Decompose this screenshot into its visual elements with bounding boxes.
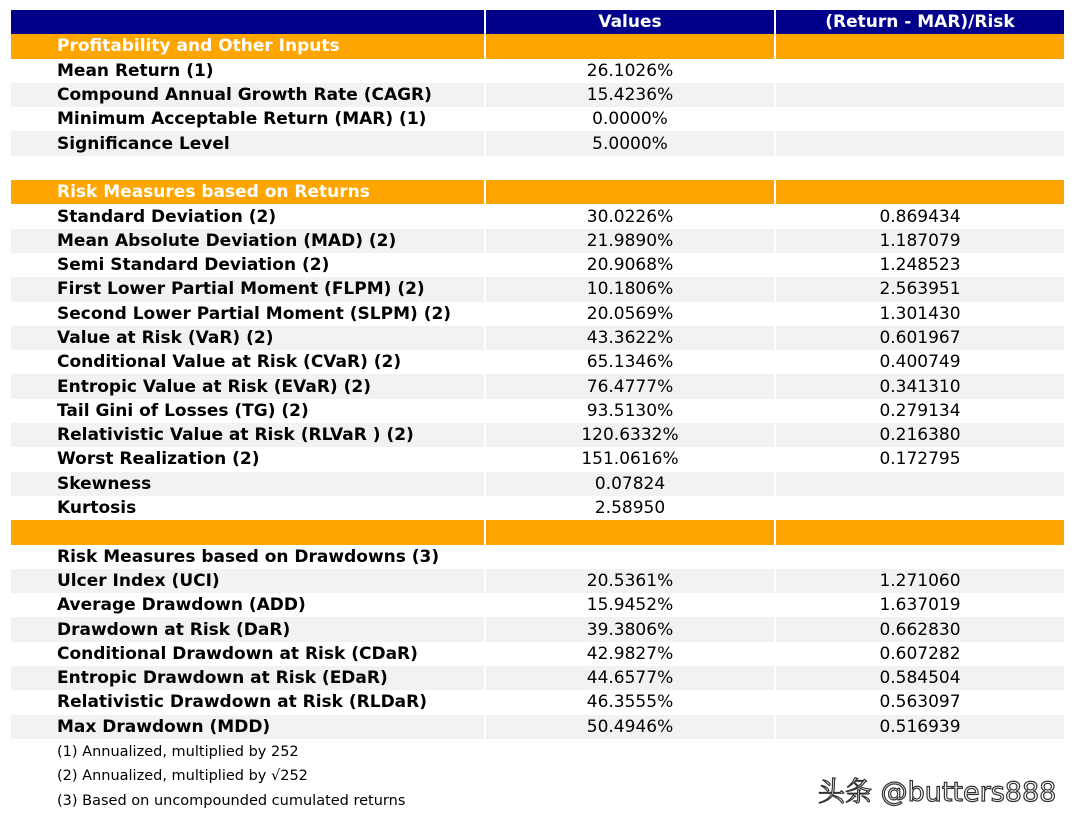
row-value: 39.3806% [484, 617, 774, 641]
row-label: Relativistic Drawdown at Risk (RLDaR) [57, 692, 428, 713]
table-row [11, 715, 1064, 739]
row-value: 151.0616% [484, 447, 774, 471]
footnote-2: (2) Annualized, multiplied by √252 [57, 768, 308, 785]
section-header-returns [11, 180, 1064, 204]
row-label: Conditional Drawdown at Risk (CDaR) [57, 643, 418, 664]
row-label: Conditional Value at Risk (CVaR) (2) [57, 352, 402, 373]
footnotes [57, 740, 405, 813]
table-row [11, 399, 1064, 423]
section-title: Risk Measures based on Returns [57, 182, 370, 203]
row-label: Significance Level [57, 133, 230, 154]
row-value: 46.3555% [484, 690, 774, 714]
row-label: Semi Standard Deviation (2) [57, 255, 330, 276]
row-ratio [774, 107, 1064, 131]
row-value: 2.58950 [484, 496, 774, 520]
table-row [11, 107, 1064, 131]
row-label: Entropic Drawdown at Risk (EDaR) [57, 668, 388, 689]
row-ratio [774, 472, 1064, 496]
row-ratio [774, 131, 1064, 155]
row-value: 43.3622% [484, 326, 774, 350]
header-col-values: Values [484, 10, 774, 34]
table-row [11, 617, 1064, 641]
row-ratio: 1.637019 [774, 593, 1064, 617]
table-row [11, 666, 1064, 690]
row-label: Ulcer Index (UCI) [57, 570, 220, 591]
section-header-drawdowns [11, 545, 1064, 569]
row-ratio: 0.172795 [774, 447, 1064, 471]
watermark: 头条 @butters888 [818, 777, 1057, 808]
row-label: First Lower Partial Moment (FLPM) (2) [57, 279, 425, 300]
row-ratio: 2.563951 [774, 277, 1064, 301]
row-label: Value at Risk (VaR) (2) [57, 328, 274, 348]
row-ratio: 1.301430 [774, 302, 1064, 326]
table-row [11, 253, 1064, 277]
row-ratio [774, 83, 1064, 107]
table-row [11, 569, 1064, 593]
section-title: Risk Measures based on Drawdowns (3) [57, 546, 440, 567]
row-value: 15.4236% [484, 83, 774, 107]
footnote-3: (3) Based on uncompounded cumulated returns [57, 792, 406, 809]
row-ratio: 0.662830 [774, 617, 1064, 641]
table-header-row [11, 10, 1064, 34]
section-title: Profitability and Other Inputs [57, 36, 340, 57]
row-ratio [774, 59, 1064, 83]
row-label: Tail Gini of Losses (TG) (2) [57, 400, 309, 421]
row-ratio: 0.279134 [774, 399, 1064, 423]
row-ratio: 1.187079 [774, 229, 1064, 253]
row-ratio: 0.341310 [774, 374, 1064, 398]
row-label: Mean Absolute Deviation (MAD) (2) [57, 230, 397, 251]
row-value: 76.4777% [484, 374, 774, 398]
row-label: Relativistic Value at Risk (RLVaR ) (2) [57, 425, 414, 446]
row-value: 26.1026% [484, 59, 774, 83]
table-row [11, 59, 1064, 83]
row-value: 50.4946% [484, 715, 774, 739]
row-label: Max Drawdown (MDD) [57, 716, 271, 737]
row-value: 30.0226% [484, 204, 774, 228]
header-col-ratio: (Return - MAR)/Risk [774, 10, 1064, 34]
row-ratio: 1.248523 [774, 253, 1064, 277]
row-value: 21.9890% [484, 229, 774, 253]
table-row [11, 423, 1064, 447]
row-value: 93.5130% [484, 399, 774, 423]
row-label: Skewness [57, 473, 152, 494]
row-ratio: 0.607282 [774, 642, 1064, 666]
table-row [11, 593, 1064, 617]
table-row [11, 302, 1064, 326]
table-row [11, 472, 1064, 496]
row-label: Average Drawdown (ADD) [57, 595, 306, 616]
row-label: Kurtosis [57, 498, 137, 519]
row-value: 65.1346% [484, 350, 774, 374]
section-separator [11, 520, 1064, 544]
section-header-profitability [11, 34, 1064, 58]
row-value: 44.6577% [484, 666, 774, 690]
row-label: Minimum Acceptable Return (MAR) (1) [57, 109, 427, 130]
table-row [11, 447, 1064, 471]
row-label: Drawdown at Risk (DaR) [57, 619, 291, 640]
row-value: 120.6332% [484, 423, 774, 447]
spacer-row [11, 156, 1064, 180]
row-value: 20.5361% [484, 569, 774, 593]
row-label: Entropic Value at Risk (EVaR) (2) [57, 376, 371, 397]
row-ratio: 0.400749 [774, 350, 1064, 374]
row-value: 20.9068% [484, 253, 774, 277]
row-label: Mean Return (1) [57, 60, 214, 81]
row-label: Second Lower Partial Moment (SLPM) (2) [57, 303, 452, 324]
row-value: 5.0000% [484, 131, 774, 155]
row-value: 20.0569% [484, 302, 774, 326]
table-row [11, 374, 1064, 398]
table-row [11, 277, 1064, 301]
risk-report-table [11, 10, 1064, 739]
row-value: 0.0000% [484, 107, 774, 131]
table-row [11, 204, 1064, 228]
footnote-1: (1) Annualized, multiplied by 252 [57, 744, 299, 760]
row-ratio: 0.584504 [774, 666, 1064, 690]
row-ratio: 0.516939 [774, 715, 1064, 739]
row-ratio: 0.601967 [774, 326, 1064, 350]
table-row [11, 131, 1064, 155]
table-row [11, 350, 1064, 374]
row-label: Worst Realization (2) [57, 449, 260, 470]
table-row [11, 690, 1064, 714]
row-label: Standard Deviation (2) [57, 206, 277, 227]
row-ratio [774, 496, 1064, 520]
row-label: Compound Annual Growth Rate (CAGR) [57, 85, 432, 106]
header-col-label [11, 10, 484, 34]
table-row [11, 83, 1064, 107]
row-value: 42.9827% [484, 642, 774, 666]
row-value: 15.9452% [484, 593, 774, 617]
table-row [11, 229, 1064, 253]
table-row [11, 496, 1064, 520]
table-row [11, 326, 1064, 350]
row-value: 10.1806% [484, 277, 774, 301]
row-ratio: 0.869434 [774, 204, 1064, 228]
row-ratio: 0.563097 [774, 690, 1064, 714]
row-value: 0.07824 [484, 472, 774, 496]
table-row [11, 642, 1064, 666]
row-ratio: 1.271060 [774, 569, 1064, 593]
row-ratio: 0.216380 [774, 423, 1064, 447]
